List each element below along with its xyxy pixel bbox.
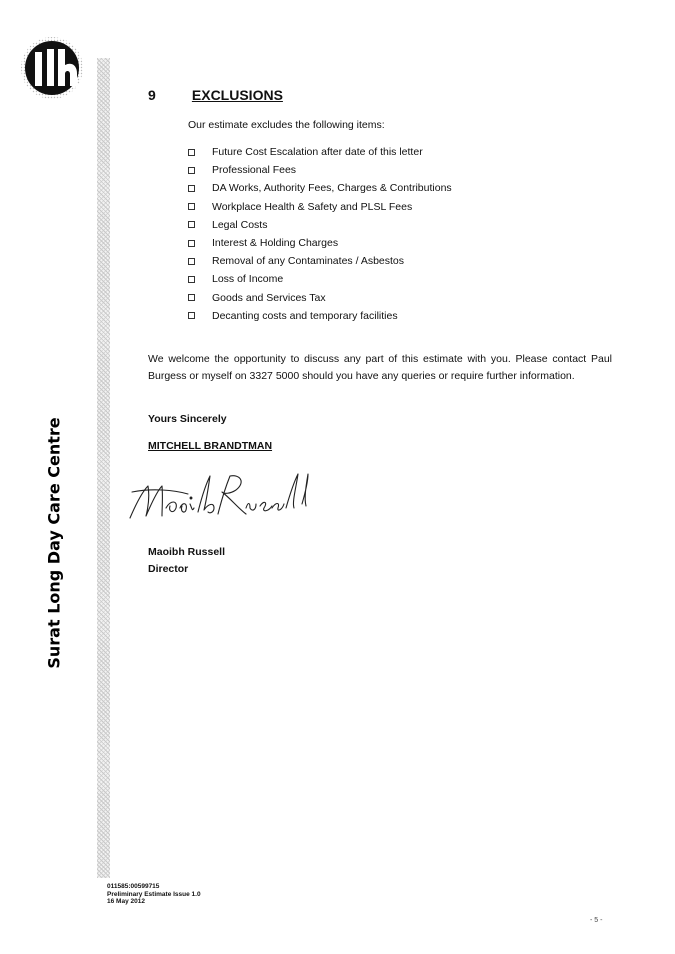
- square-bullet-icon: [188, 294, 195, 301]
- handwritten-signature-icon: [122, 468, 312, 528]
- list-item: Loss of Income: [188, 270, 452, 288]
- exclusions-intro: Our estimate excludes the following items:: [188, 119, 385, 131]
- list-item: Decanting costs and temporary facilities: [188, 307, 452, 325]
- section-title: EXCLUSIONS: [191, 87, 283, 103]
- list-item: DA Works, Authority Fees, Charges & Contributions: [188, 179, 452, 197]
- list-item: Goods and Services Tax: [188, 289, 452, 307]
- project-side-title: Surat Long Day Care Centre: [44, 417, 64, 669]
- square-bullet-icon: [188, 185, 195, 192]
- section-heading: [148, 87, 283, 103]
- document-footer: [107, 883, 201, 906]
- list-item: Professional Fees: [188, 161, 452, 179]
- list-item: Interest & Holding Charges: [188, 234, 452, 252]
- footer-reference: 011585:00599715: [107, 883, 160, 890]
- square-bullet-icon: [188, 276, 195, 283]
- square-bullet-icon: [188, 312, 195, 319]
- square-bullet-icon: [188, 203, 195, 210]
- section-number: 9: [148, 87, 156, 103]
- closing-salutation: Yours Sincerely: [148, 413, 227, 425]
- footer-issue: Preliminary Estimate Issue 1.0: [107, 890, 201, 898]
- company-name: MITCHELL BRANDTMAN: [148, 440, 273, 452]
- company-logo-icon: [20, 36, 84, 100]
- page-number: - 5 -: [590, 917, 603, 924]
- list-item: Future Cost Escalation after date of this letter: [188, 143, 452, 161]
- exclusions-list: [188, 143, 452, 325]
- square-bullet-icon: [188, 221, 195, 228]
- list-item: Removal of any Contaminates / Asbestos: [188, 252, 452, 270]
- square-bullet-icon: [188, 240, 195, 247]
- signer-name: Maoibh Russell: [148, 546, 226, 558]
- list-item: Workplace Health & Safety and PLSL Fees: [188, 198, 452, 216]
- decorative-side-stripe: [97, 58, 110, 878]
- footer-date: 16 May 2012: [107, 898, 145, 905]
- square-bullet-icon: [188, 258, 195, 265]
- contact-paragraph: We welcome the opportunity to discuss any part of this estimate with you. Please contact Paul Burgess or myself on 3327 5000 should you have any queries or require further information.: [148, 353, 612, 382]
- list-item: Legal Costs: [188, 216, 452, 234]
- square-bullet-icon: [188, 167, 195, 174]
- signer-role: Director: [148, 563, 189, 575]
- square-bullet-icon: [188, 149, 195, 156]
